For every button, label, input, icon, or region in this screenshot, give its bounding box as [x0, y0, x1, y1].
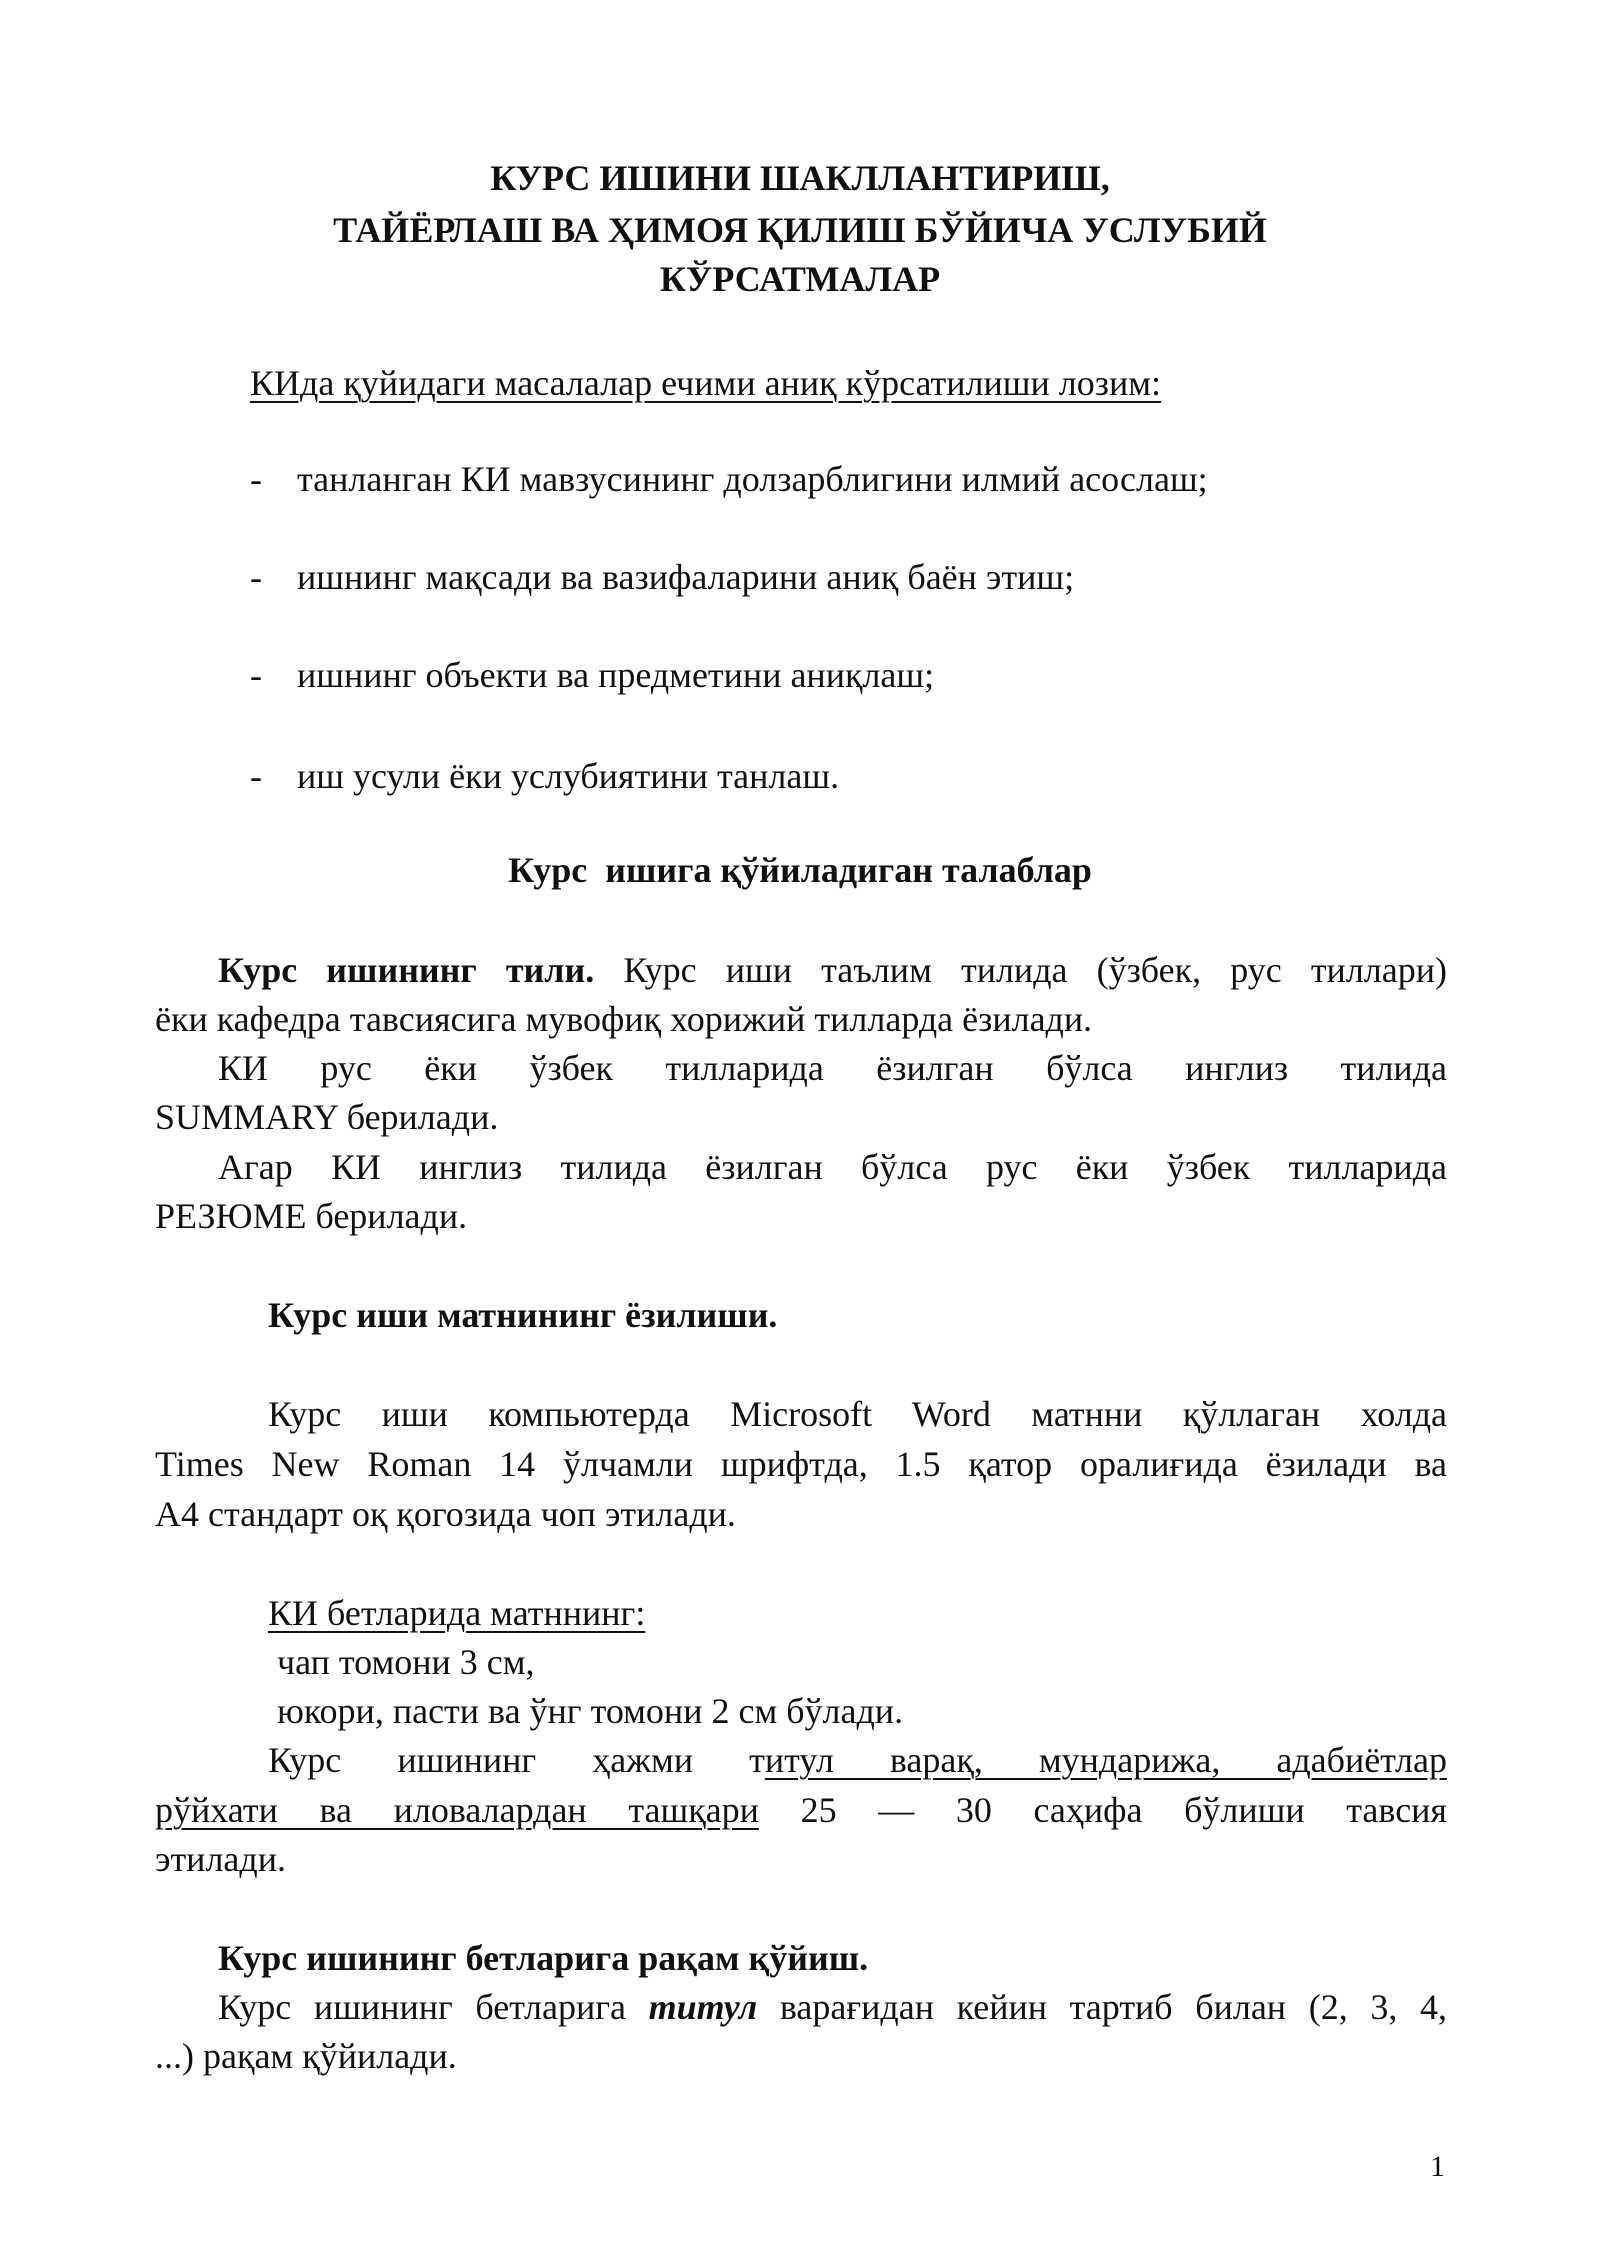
writing-heading: Курс иши матнининг ёзилиши. — [268, 1295, 778, 1335]
numbering-text: Курс ишининг бетларига — [218, 1987, 649, 2027]
numbering-line-2: ...) рақам қўйилади. — [155, 2036, 457, 2076]
language-heading: Курс ишининг тили. — [218, 950, 595, 990]
writing-line-3: А4 стандарт оқ қогозида чоп этилади. — [155, 1494, 736, 1534]
bullet-dash: - — [250, 459, 262, 499]
bullet-dash: - — [250, 655, 262, 695]
language-text: Курс иши таълим тилида (ўзбек, рус тиллари) — [594, 950, 1447, 990]
numbering-text: варағидан кейин тартиб билан (2, 3, 4, — [757, 1987, 1447, 2027]
requirements-heading: Курс ишига қўйиладиган талаблар — [508, 850, 1092, 890]
volume-underlined-text: итул варақ, мундарижа, адабиётлар — [764, 1740, 1447, 1780]
bullet-item: ишнинг мақсади ва вазифаларини аниқ баён этиш; — [297, 557, 1075, 597]
document-title-line-2: ТАЙЁРЛАШ ВА ҲИМОЯ ҚИЛИШ БЎЙИЧА УСЛУБИЙ — [333, 210, 1267, 250]
intro-line: КИда қуйидаги масалалар ечими аниқ кўрсатилиши лозим: — [250, 363, 1161, 403]
margins-heading: КИ бетларида матннинг: — [268, 1593, 646, 1633]
language-line-3: КИ рус ёки ўзбек тилларида ёзилган бўлса инглиз тилида — [218, 1048, 1447, 1088]
bullet-item: ишнинг объекти ва предметини аниқлаш; — [297, 655, 935, 695]
bullet-item: танланган КИ мавзусининг долзарблигини илмий асослаш; — [297, 459, 1208, 499]
writing-line-1: Курс иши компьютерда Microsoft Word матнни қўллаган холда — [268, 1394, 1447, 1434]
document-title-line-1: КУРС ИШИНИ ШАКЛЛАНТИРИШ, — [490, 158, 1110, 198]
writing-line-2: Times New Roman 14 ўлчамли шрифтда, 1.5 қатор оралиғида ёзилади ва — [155, 1444, 1447, 1484]
bullet-item: иш усули ёки услубиятини танлаш. — [297, 756, 840, 796]
margins-others: юкори, пасти ва ўнг томони 2 см бўлади. — [277, 1691, 904, 1731]
language-line-5: Агар КИ инглиз тилида ёзилган бўлса рус ёки ўзбек тилларида — [218, 1147, 1447, 1187]
numbering-emphasis: титул — [648, 1987, 758, 2027]
volume-underlined-text: рўйхати ва иловалардан ташқари — [155, 1790, 759, 1830]
volume-text: 25 — 30 саҳифа бўлиши тавсия — [758, 1790, 1447, 1830]
page-number: 1 — [1430, 2150, 1445, 2183]
language-line-6: РЕЗЮМЕ берилади. — [155, 1196, 468, 1236]
numbering-line-1 — [218, 1983, 1447, 2032]
volume-text: Курс ишининг ҳажми т — [268, 1740, 765, 1780]
numbering-heading: Курс ишининг бетларига рақам қўйиш. — [218, 1938, 869, 1978]
bullet-dash: - — [250, 756, 262, 796]
language-line-2: ёки кафедра тавсиясига мувофиқ хорижий тилларда ёзилади. — [155, 999, 1093, 1039]
language-paragraph-line-1 — [218, 946, 1447, 995]
margins-left: чап томони 3 см, — [277, 1642, 535, 1682]
language-line-4: SUMMARY берилади. — [155, 1097, 499, 1137]
volume-line-2 — [155, 1786, 1447, 1835]
bullet-dash: - — [250, 557, 262, 597]
document-title-line-3: КЎРСАТМАЛАР — [659, 259, 941, 299]
volume-line-3: этилади. — [155, 1839, 286, 1879]
volume-line-1 — [268, 1736, 1447, 1785]
